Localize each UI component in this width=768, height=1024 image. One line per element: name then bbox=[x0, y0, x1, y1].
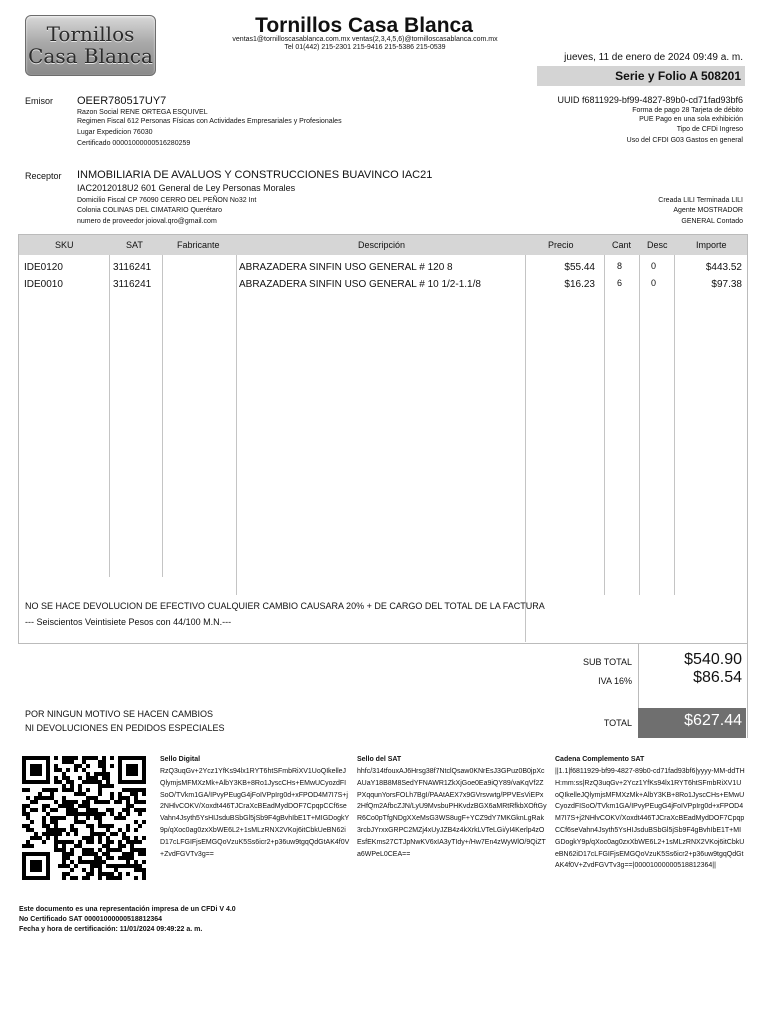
general-contado: GENERAL Contado bbox=[681, 218, 743, 225]
emisor-rfc: OEER780517UY7 bbox=[77, 95, 167, 107]
row2-sku: IDE0010 bbox=[24, 279, 63, 290]
header-desc: Desc bbox=[647, 240, 668, 250]
iva-value: $86.54 bbox=[693, 669, 742, 686]
receptor-rfc-regimen: IAC2012018U2 601 General de Ley Personas Morales bbox=[77, 183, 296, 193]
header-sat: SAT bbox=[126, 240, 143, 250]
col-divider bbox=[674, 255, 675, 595]
header-precio: Precio bbox=[548, 240, 574, 250]
uuid: UUID f6811929-bf99-4827-89b0-cd71fad93bf6 bbox=[557, 95, 743, 105]
cadena-text: ||1.1|f6811929-bf99-4827-89b0-cd71fad93bf6|yyyy-MM-ddTHH:mm:ss|RzQ3uqGv+2Ycz1YfKs94lx1RYT6htSFmbRiXV1UoQIkelleJQlymjsMFMXzMk+AlbY3KB+8Ro1JyscCHs+EMwUCyozdFISoO/TVkm1GA/IPvyPEugG4jFoIVPpIrg0d+xFPOD4M7I7S+j2NHlvCOKV/Xoxdt446TJCraXcBEadMydDOF7CpqpCCf6seVahn4Jsyth5YsHIJsduBSbGl5jSb9F4gBvhIbE1T+MIGDogkY9p/qXoc0ag0zxXbWE6L2+1sMLzRNX2VKoj6itCbkUeBN62iD17cLFGIFjsEMGQoVzuK5Ss6icr2+p36uw9tgqQdGtAK4f0V+ZvdFGVTv3g==|00001000000518812364|| bbox=[555, 768, 745, 870]
row2-importe: $97.38 bbox=[711, 279, 742, 290]
sello-sat-text: hhfc/314tfouxAJ6Hrsg38f7NtclQsaw0KNrEsJ3GPuz0B0jpXcAUaY18B8M8SedYFNAWR1ZkXjGoe0Ea9iQY89/vaKqVf2ZPXqqunYorsFOLh7BgI/PAAtAEX7x9GVrsvwtg/PPVEsViEPx2HfQm2AfbcZJN/LyU9MvsbuPHKvdzBGX6aMRtRfkbXOftGyR6Co0pTfgNDgXXeMsG3WS8ugF+YCZ9dY7MKGknLgRak3rcbJYrxxGRPC2MZj4xUyJZB4z4kXrkLVTeLGi/yI4Kerlp4zOEsfEKms27CTJpNwKV6xIA3yTIdy+/Hw7En4zWyWlO/9QiZTa6WPeL0CEA== bbox=[357, 768, 547, 858]
emisor-regimen: Regimen Fiscal 612 Personas Físicas con Actividades Empresariales y Profesionales bbox=[77, 118, 342, 125]
company-phones: Tel 01(442) 215-2301 215-9416 215-5386 215-0539 bbox=[284, 44, 446, 51]
col-divider bbox=[604, 255, 605, 595]
policy-line-2: NI DEVOLUCIONES EN PEDIDOS ESPECIALES bbox=[25, 723, 225, 733]
footer-line-1: Este documento es una representación impresa de un CFDi V 4.0 bbox=[19, 906, 236, 913]
sello-digital-text: RzQ3uqGv+2Ycz1YfKs94lx1RYT6htSFmbRiXV1UoQIkelleJQlymjsMFMXzMk+AlbY3KB+8Ro1JyscCHs+EMwUCyozdFISoO/TVkm1GA/IPvyPEugG4jFoIVPpIrg0d+xFPOD4M7I7S+j2NHlvCOKV/Xoxdt446TJCraXcBEadMydDOF7CpqpCCf6seVahn4Jsyth5YsHIJsduBSbGl5jSb9F4gBvhIbE1T+MIGDogkY9p/qXoc0ag0zxXbWE6L2+1sMLzRNX2VKoj6itCbkUeBN62iD17cLFGIFjsEMGQoVzuK5Ss6icr2+p36uw9tgqQdGtAK4f0V+ZvdFGVTv3g== bbox=[160, 768, 350, 858]
receptor-name: INMOBILIARIA DE AVALUOS Y CONSTRUCCIONES BUAVINCO IAC21 bbox=[77, 169, 433, 181]
agente: Agente MOSTRADOR bbox=[673, 207, 743, 214]
row1-cant: 8 bbox=[617, 261, 623, 271]
invoice-date: jueves, 11 de enero de 2024 09:49 a. m. bbox=[564, 52, 743, 63]
logo-line-1: Tornillos bbox=[46, 22, 135, 46]
row2-descripcion: ABRAZADERA SINFIN USO GENERAL # 10 1/2-1.1/8 bbox=[239, 279, 481, 290]
receptor-proveedor: numero de proveedor joioval.qro@gmail.com bbox=[77, 218, 217, 225]
tipo-cfdi: Tipo de CFDi Ingreso bbox=[676, 126, 743, 133]
receptor-domicilio: Domicilio Fiscal CP 76090 CERRO DEL PEÑON No32 Int bbox=[77, 197, 257, 204]
subtotal-label: SUB TOTAL bbox=[582, 657, 632, 667]
header-importe: Importe bbox=[696, 240, 727, 250]
col-divider bbox=[162, 255, 163, 577]
header-descripcion: Descripción bbox=[358, 240, 406, 250]
company-name: Tornillos Casa Blanca bbox=[255, 14, 473, 37]
return-policy-note: NO SE HACE DEVOLUCION DE EFECTIVO CUALQUIER CAMBIO CAUSARA 20% + DE CARGO DEL TOTAL DE LA FACTURA bbox=[25, 601, 545, 611]
row2-sat: 3116241 bbox=[113, 279, 152, 290]
total-label: TOTAL bbox=[603, 718, 632, 728]
col-divider bbox=[525, 255, 526, 642]
emisor-razon: Razon Social RENE ORTEGA ESQUIVEL bbox=[77, 109, 208, 116]
items-table bbox=[18, 234, 748, 644]
row1-desc: 0 bbox=[651, 261, 657, 271]
subtotal-value: $540.90 bbox=[684, 651, 742, 668]
iva-label: IVA 16% bbox=[598, 676, 632, 686]
row2-cant: 6 bbox=[617, 278, 623, 288]
row1-sat: 3116241 bbox=[113, 262, 152, 273]
emisor-certificado: Certificado 00001000000516280259 bbox=[77, 140, 191, 147]
col-divider bbox=[236, 255, 237, 595]
sello-digital-title: Sello Digital bbox=[160, 756, 201, 763]
row2-desc: 0 bbox=[651, 278, 657, 288]
total-value: $627.44 bbox=[684, 712, 742, 729]
emisor-lugar: Lugar Expedicion 76030 bbox=[77, 129, 153, 136]
metodo-pago: PUE Pago en una sola exhibición bbox=[639, 116, 743, 123]
serie-folio: Serie y Folio A 508201 bbox=[615, 69, 741, 83]
forma-pago: Forma de pago 28 Tarjeta de débito bbox=[632, 107, 743, 114]
logo-line-2: Casa Blanca bbox=[28, 44, 153, 68]
receptor-colonia: Colonia COLINAS DEL CIMATARIO Querétaro bbox=[77, 207, 222, 214]
receptor-label: Receptor bbox=[25, 171, 62, 181]
policy-line-1: POR NINGUN MOTIVO SE HACEN CAMBIOS bbox=[25, 709, 214, 719]
table-header-row bbox=[19, 235, 747, 255]
header-fabricante: Fabricante bbox=[177, 240, 220, 250]
header-sku: SKU bbox=[55, 240, 74, 250]
row1-descripcion: ABRAZADERA SINFIN USO GENERAL # 120 8 bbox=[239, 262, 453, 273]
row1-importe: $443.52 bbox=[705, 262, 742, 273]
uso-cfdi: Uso del CFDI G03 Gastos en general bbox=[626, 137, 743, 144]
footer-line-3: Fecha y hora de certificación: 11/01/2024 09:49:22 a. m. bbox=[19, 926, 203, 933]
creada-terminada: Creada LILI Terminada LILI bbox=[658, 197, 743, 204]
amount-in-words: --- Seiscientos Veintisiete Pesos con 44/100 M.N.--- bbox=[25, 617, 232, 627]
company-emails: ventas1@tornilloscasablanca.com.mx ventas(2,3,4,5,6)@tornilloscasablanca.com.mx bbox=[232, 36, 498, 43]
footer-line-2: No Certificado SAT 00001000000518812364 bbox=[19, 916, 163, 923]
col-divider bbox=[639, 255, 640, 595]
emisor-label: Emisor bbox=[25, 96, 54, 106]
row1-sku: IDE0120 bbox=[24, 262, 63, 273]
qr-code bbox=[22, 756, 146, 880]
company-logo bbox=[25, 15, 156, 76]
sello-sat-title: Sello del SAT bbox=[357, 756, 402, 763]
row1-precio: $55.44 bbox=[564, 262, 595, 273]
cadena-title: Cadena Complemento SAT bbox=[555, 756, 645, 763]
header-cant: Cant bbox=[612, 240, 632, 250]
col-divider bbox=[109, 255, 110, 577]
row2-precio: $16.23 bbox=[564, 279, 595, 290]
